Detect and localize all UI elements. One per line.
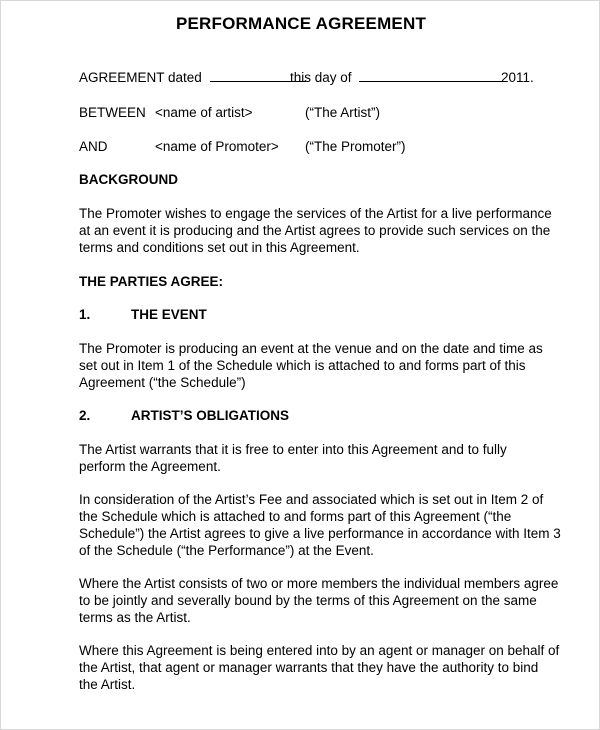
paragraph-line: the Artist. <box>79 677 136 692</box>
paragraph-line: Where this Agreement is being entered into by an agent or manager on behalf of <box>79 643 560 658</box>
day-of-label: this day of <box>290 70 352 85</box>
paragraph-line: terms as the Artist. <box>79 610 191 625</box>
day-blank <box>359 69 503 82</box>
and-label: AND <box>79 139 108 154</box>
section-2-paragraph-4 <box>79 642 560 693</box>
between-label: BETWEEN <box>79 105 146 120</box>
background-heading: BACKGROUND <box>79 172 178 187</box>
paragraph-line: Agreement (“the Schedule”) <box>79 375 246 390</box>
paragraph-line: the Artist, that agent or manager warrants that they have the authority to bind <box>79 660 539 675</box>
paragraph-line: The Promoter is producing an event at the venue and on the date and time as <box>79 341 543 356</box>
paragraph-line: Schedule”) the Artist agrees to give a live performance in accordance with Item 3 <box>79 526 561 541</box>
parties-agree-heading: THE PARTIES AGREE: <box>79 274 224 289</box>
paragraph-line: In consideration of the Artist’s Fee and associated which is set out in Item 2 of <box>79 492 544 507</box>
year-label: 2011. <box>501 70 534 85</box>
section-1-title: THE EVENT <box>131 307 207 322</box>
artist-alias: (“The Artist”) <box>305 105 381 120</box>
document-title: PERFORMANCE AGREEMENT <box>175 14 427 33</box>
promoter-name-placeholder: <name of Promoter> <box>155 139 279 154</box>
paragraph-line: perform the Agreement. <box>79 459 221 474</box>
agreement-dated-line <box>79 69 306 86</box>
section-2-title: ARTIST’S OBLIGATIONS <box>131 408 289 423</box>
section-2-number: 2. <box>79 408 91 423</box>
paragraph-line: terms and conditions set out in this Agreement. <box>79 240 360 255</box>
section-1-paragraph <box>79 340 549 391</box>
paragraph-line: The Promoter wishes to engage the services of the Artist for a live performance <box>79 206 552 221</box>
paragraph-line: the Schedule which is attached to and forms part of this Agreement (“the <box>79 509 512 524</box>
paragraph-line: Where the Artist consists of two or more members the individual members agree <box>79 576 559 591</box>
agreement-dated-label: AGREEMENT dated <box>79 70 202 85</box>
artist-name-placeholder: <name of artist> <box>155 105 253 120</box>
section-1-number: 1. <box>79 307 91 322</box>
paragraph-line: at an event it is producing and the Artist agrees to provide such services on the <box>79 223 551 238</box>
section-2-paragraph-1 <box>79 441 549 475</box>
paragraph-line: The Artist warrants that it is free to enter into this Agreement and to fully <box>79 442 507 457</box>
section-2-paragraph-3 <box>79 575 559 626</box>
paragraph-line: to be jointly and severally bound by the terms of this Agreement on the same <box>79 593 537 608</box>
section-2-paragraph-2 <box>79 491 561 559</box>
background-paragraph <box>79 205 552 256</box>
day-of-segment <box>290 69 503 86</box>
paragraph-line: set out in Item 1 of the Schedule which is attached to and forms part of this <box>79 358 526 373</box>
promoter-alias: (“The Promoter”) <box>305 139 406 154</box>
paragraph-line: of the Schedule (“the Performance”) at the Event. <box>79 543 374 558</box>
